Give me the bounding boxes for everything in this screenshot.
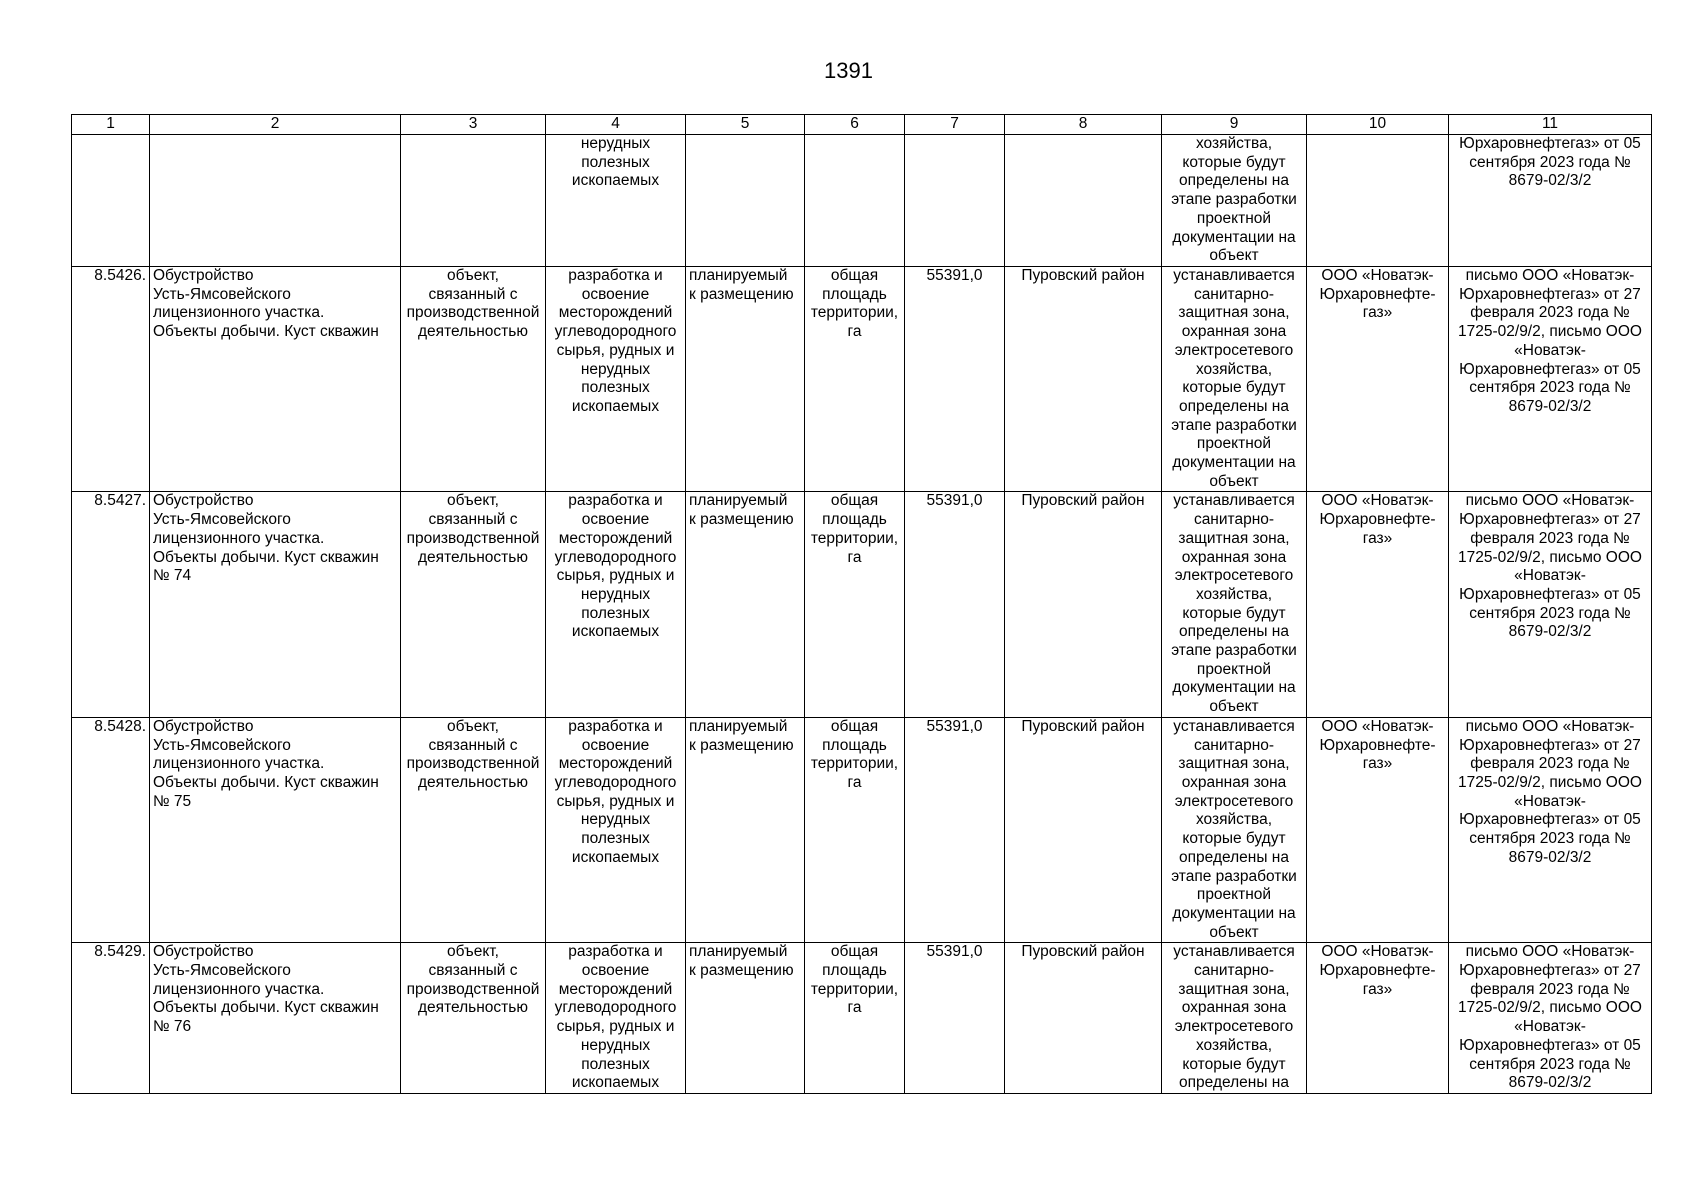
- cell-object-type: объект, связанный с производственной деятельностью: [401, 717, 546, 942]
- cell-district: [1005, 135, 1162, 267]
- cell-number: 8.5427.: [72, 492, 150, 717]
- cell-object-name: Обустройство Усть-Ямсовейского лицензионного участка. Объекты добычи. Куст скважин № 75: [150, 717, 401, 942]
- cell-organization: ООО «Новатэк- Юрхаровнефте- газ»: [1307, 492, 1449, 717]
- cell-organization: ООО «Новатэк- Юрхаровнефте- газ»: [1307, 717, 1449, 942]
- cell-characteristic: общая площадь территории, га: [805, 492, 905, 717]
- cell-object-name: Обустройство Усть-Ямсовейского лицензионного участка. Объекты добычи. Куст скважин № 76: [150, 943, 401, 1094]
- cell-purpose: разработка и освоение месторождений углеводородного сырья, рудных и нерудных полезных ископаемых: [546, 267, 686, 492]
- cell-characteristic: общая площадь территории, га: [805, 267, 905, 492]
- cell-organization: ООО «Новатэк- Юрхаровнефте- газ»: [1307, 943, 1449, 1094]
- registry-table: [71, 114, 1652, 1094]
- column-header: 7: [905, 115, 1005, 135]
- cell-basis: письмо ООО «Новатэк- Юрхаровнефтегаз» от 27 февраля 2023 года № 1725-02/9/2, письмо ООО «Новатэк- Юрхаровнефтегаз» от 05 сентября 2023 года № 8679-02/3/2: [1449, 267, 1652, 492]
- cell-characteristic: общая площадь территории, га: [805, 943, 905, 1094]
- cell-basis: письмо ООО «Новатэк- Юрхаровнефтегаз» от 27 февраля 2023 года № 1725-02/9/2, письмо ООО «Новатэк- Юрхаровнефтегаз» от 05 сентября 2023 года № 8679-02/3/2: [1449, 492, 1652, 717]
- cell-organization: ООО «Новатэк- Юрхаровнефте- газ»: [1307, 267, 1449, 492]
- cell-zone: устанавливается санитарно- защитная зона, охранная зона электросетевого хозяйства, которые будут определены на этапе разработки проектной документации на объект: [1162, 267, 1307, 492]
- column-header: 6: [805, 115, 905, 135]
- column-header: 11: [1449, 115, 1652, 135]
- cell-number: [72, 135, 150, 267]
- cell-value: 55391,0: [905, 492, 1005, 717]
- table-row: [72, 135, 1652, 267]
- cell-status: планируемый к размещению: [686, 943, 805, 1094]
- cell-status: планируемый к размещению: [686, 492, 805, 717]
- cell-basis: письмо ООО «Новатэк- Юрхаровнефтегаз» от 27 февраля 2023 года № 1725-02/9/2, письмо ООО «Новатэк- Юрхаровнефтегаз» от 05 сентября 2023 года № 8679-02/3/2: [1449, 943, 1652, 1094]
- cell-zone: устанавливается санитарно- защитная зона, охранная зона электросетевого хозяйства, которые будут определены на этапе разработки проектной документации на объект: [1162, 717, 1307, 942]
- cell-purpose: разработка и освоение месторождений углеводородного сырья, рудных и нерудных полезных ископаемых: [546, 717, 686, 942]
- column-header: 9: [1162, 115, 1307, 135]
- table-row: [72, 943, 1652, 1094]
- column-header: 1: [72, 115, 150, 135]
- cell-organization: [1307, 135, 1449, 267]
- cell-district: Пуровский район: [1005, 492, 1162, 717]
- page-number: 1391: [824, 58, 873, 83]
- cell-value: 55391,0: [905, 717, 1005, 942]
- cell-zone: устанавливается санитарно- защитная зона, охранная зона электросетевого хозяйства, которые будут определены на: [1162, 943, 1307, 1094]
- column-header: 4: [546, 115, 686, 135]
- cell-object-type: объект, связанный с производственной деятельностью: [401, 267, 546, 492]
- cell-zone: хозяйства, которые будут определены на этапе разработки проектной документации на объект: [1162, 135, 1307, 267]
- cell-number: 8.5428.: [72, 717, 150, 942]
- cell-value: 55391,0: [905, 267, 1005, 492]
- cell-value: 55391,0: [905, 943, 1005, 1094]
- cell-status: [686, 135, 805, 267]
- cell-status: планируемый к размещению: [686, 717, 805, 942]
- cell-purpose: разработка и освоение месторождений углеводородного сырья, рудных и нерудных полезных ископаемых: [546, 492, 686, 717]
- cell-purpose: разработка и освоение месторождений углеводородного сырья, рудных и нерудных полезных ископаемых: [546, 943, 686, 1094]
- cell-object-type: [401, 135, 546, 267]
- cell-value: [905, 135, 1005, 267]
- table-row: [72, 267, 1652, 492]
- column-header: 10: [1307, 115, 1449, 135]
- cell-object-name: Обустройство Усть-Ямсовейского лицензионного участка. Объекты добычи. Куст скважин: [150, 267, 401, 492]
- cell-zone: устанавливается санитарно- защитная зона, охранная зона электросетевого хозяйства, которые будут определены на этапе разработки проектной документации на объект: [1162, 492, 1307, 717]
- cell-characteristic: [805, 135, 905, 267]
- header-row: [72, 115, 1652, 135]
- column-header: 2: [150, 115, 401, 135]
- cell-district: Пуровский район: [1005, 267, 1162, 492]
- table-row: [72, 492, 1652, 717]
- column-header: 5: [686, 115, 805, 135]
- table-row: [72, 717, 1652, 942]
- cell-object-name: Обустройство Усть-Ямсовейского лицензионного участка. Объекты добычи. Куст скважин № 74: [150, 492, 401, 717]
- cell-number: 8.5426.: [72, 267, 150, 492]
- cell-object-name: [150, 135, 401, 267]
- column-header: 3: [401, 115, 546, 135]
- cell-basis: письмо ООО «Новатэк- Юрхаровнефтегаз» от 27 февраля 2023 года № 1725-02/9/2, письмо ООО «Новатэк- Юрхаровнефтегаз» от 05 сентября 2023 года № 8679-02/3/2: [1449, 717, 1652, 942]
- cell-basis: Юрхаровнефтегаз» от 05 сентября 2023 года № 8679-02/3/2: [1449, 135, 1652, 267]
- cell-characteristic: общая площадь территории, га: [805, 717, 905, 942]
- cell-district: Пуровский район: [1005, 717, 1162, 942]
- cell-number: 8.5429.: [72, 943, 150, 1094]
- cell-object-type: объект, связанный с производственной деятельностью: [401, 492, 546, 717]
- column-header: 8: [1005, 115, 1162, 135]
- cell-purpose: нерудных полезных ископаемых: [546, 135, 686, 267]
- cell-district: Пуровский район: [1005, 943, 1162, 1094]
- cell-object-type: объект, связанный с производственной деятельностью: [401, 943, 546, 1094]
- cell-status: планируемый к размещению: [686, 267, 805, 492]
